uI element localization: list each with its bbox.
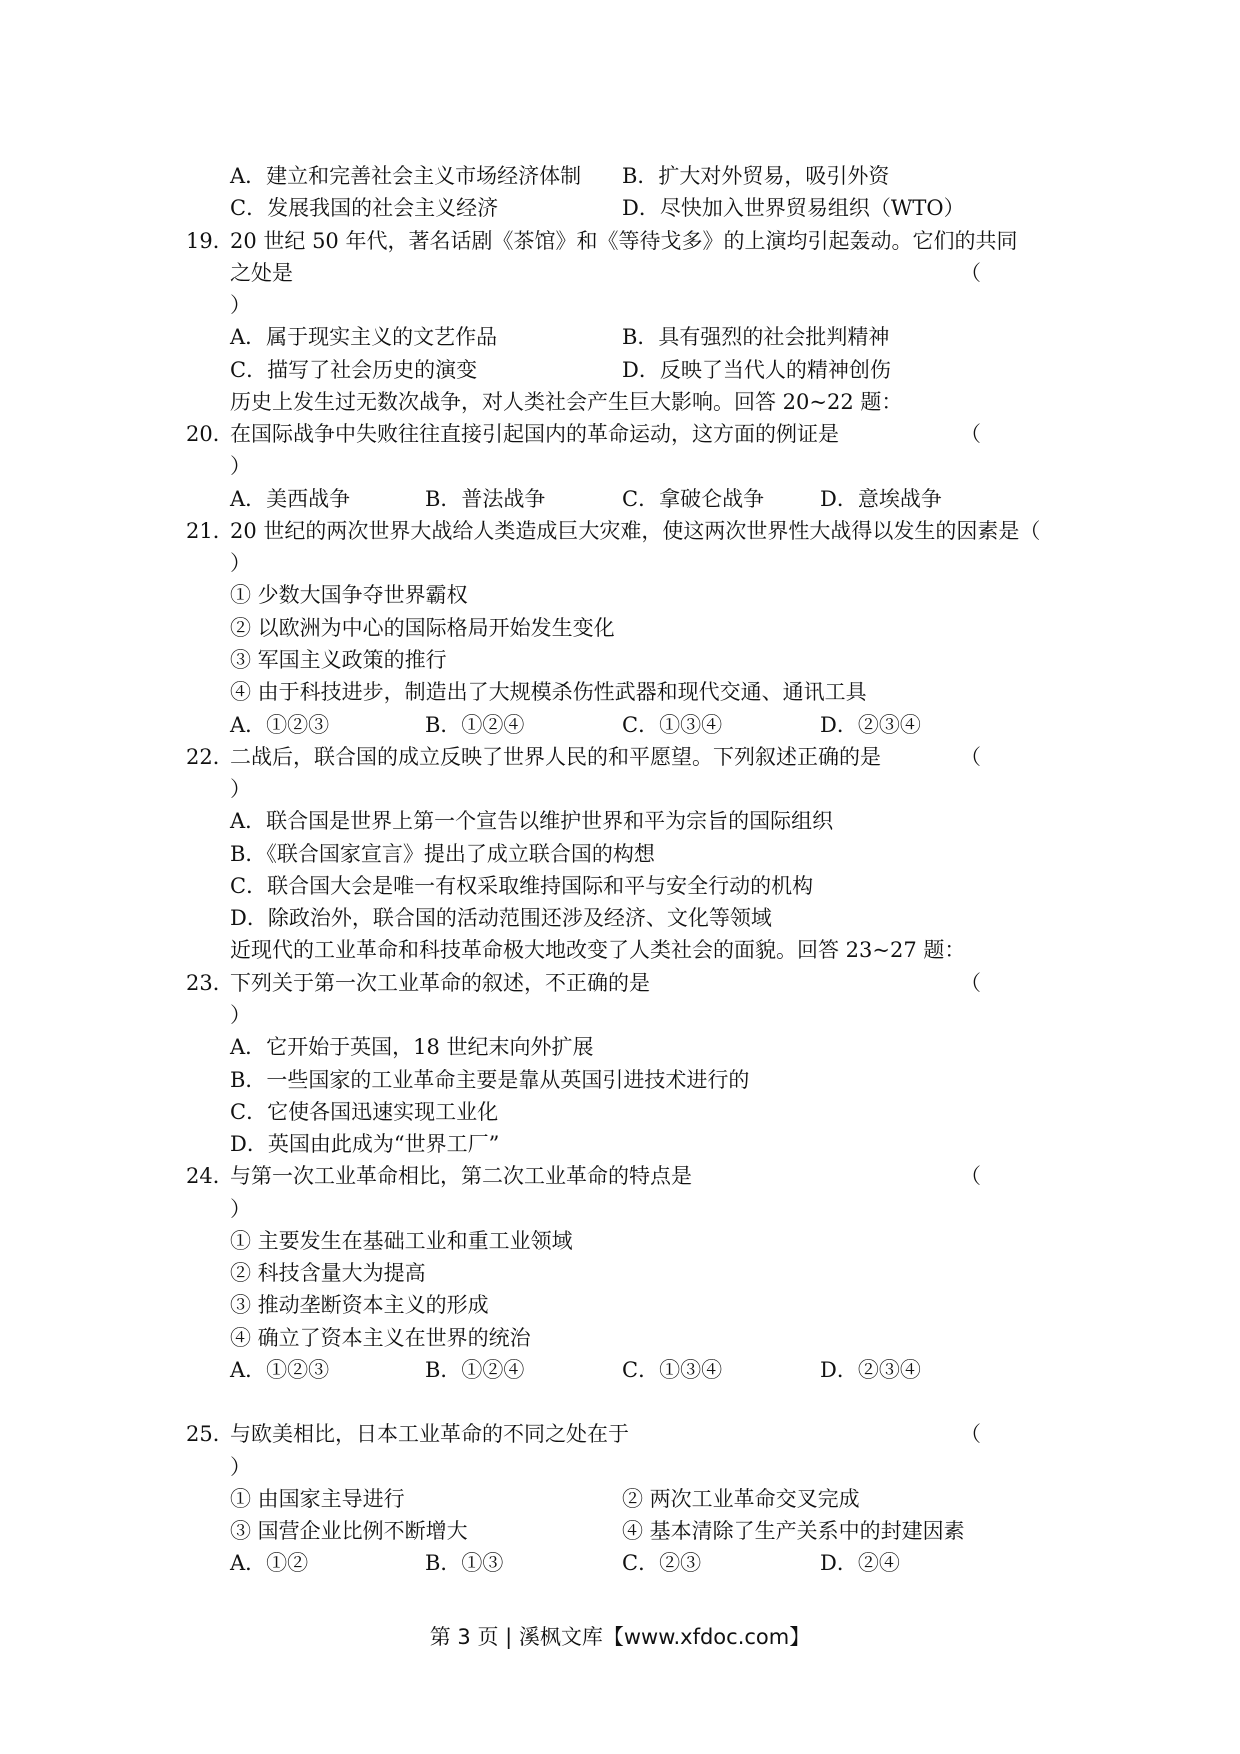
q20-option-b: B．普法战争	[425, 487, 546, 511]
q24-item-4: ④ 确立了资本主义在世界的统治	[230, 1326, 531, 1350]
q19-paren-close: ）	[230, 293, 251, 317]
q22-option-d: D．除政治外，联合国的活动范围还涉及经济、文化等领域	[230, 906, 772, 930]
q18-option-a: A．建立和完善社会主义市场经济体制	[230, 164, 582, 188]
q22-option-c: C．联合国大会是唯一有权采取维持国际和平与安全行动的机构	[230, 874, 814, 898]
q20-paren-close: ）	[230, 454, 251, 478]
page-footer: 第 3 页 | 溪枫文库【www.xfdoc.com】	[429, 1625, 811, 1649]
q24-item-1: ① 主要发生在基础工业和重工业领域	[230, 1229, 573, 1253]
q20-option-a: A．美西战争	[230, 487, 351, 511]
q25-item-3: ③ 国营企业比例不断增大	[230, 1519, 468, 1543]
q21-item-4: ④ 由于科技进步，制造出了大规模杀伤性武器和现代交通、通讯工具	[230, 680, 867, 704]
q19-text-line1: 20 世纪 50 年代，著名话剧《茶馆》和《等待戈多》的上演均引起轰动。它们的共同	[230, 229, 1018, 253]
q18-option-b: B．扩大对外贸易，吸引外资	[622, 164, 890, 188]
q19-text-line2: 之处是	[230, 261, 293, 285]
q24-option-a: A．①②③	[230, 1358, 330, 1382]
q24-option-c: C．①③④	[622, 1358, 723, 1382]
section-intro-20-22: 历史上发生过无数次战争，对人类社会产生巨大影响。回答 20~22 题：	[230, 390, 903, 414]
q19-number: 19．	[186, 229, 234, 253]
q20-paren-open: （	[960, 422, 981, 446]
q24-item-2: ② 科技含量大为提高	[230, 1261, 426, 1285]
q21-option-c: C．①③④	[622, 713, 723, 737]
q21-option-d: D．②③④	[820, 713, 921, 737]
q19-option-d: D．反映了当代人的精神创伤	[622, 358, 891, 382]
q21-option-a: A．①②③	[230, 713, 330, 737]
q20-option-c: C．拿破仑战争	[622, 487, 765, 511]
q25-item-1: ① 由国家主导进行	[230, 1487, 405, 1511]
q22-number: 22．	[186, 745, 234, 769]
q20-number: 20．	[186, 422, 234, 446]
q25-item-4: ④ 基本清除了生产关系中的封建因素	[622, 1519, 965, 1543]
q24-paren-open: （	[960, 1164, 981, 1188]
q21-item-2: ② 以欧洲为中心的国际格局开始发生变化	[230, 616, 615, 640]
q19-option-c: C．描写了社会历史的演变	[230, 358, 478, 382]
q21-item-3: ③ 军国主义政策的推行	[230, 648, 447, 672]
q23-option-a: A．它开始于英国，18 世纪末向外扩展	[230, 1035, 594, 1059]
section-intro-23-27: 近现代的工业革命和科技革命极大地改变了人类社会的面貌。回答 23~27 题：	[230, 938, 966, 962]
q21-paren-close: ）	[230, 551, 251, 575]
q20-option-d: D．意埃战争	[820, 487, 942, 511]
q25-number: 25．	[186, 1422, 234, 1446]
q19-paren-open: （	[960, 261, 981, 285]
q25-option-c: C．②③	[622, 1551, 702, 1575]
q22-option-b: B．《联合国家宣言》提出了成立联合国的构想	[230, 842, 655, 866]
q25-option-d: D．②④	[820, 1551, 900, 1575]
q25-paren-open: （	[960, 1422, 981, 1446]
q24-option-d: D．②③④	[820, 1358, 921, 1382]
q18-option-d: D．尽快加入世界贸易组织（WTO）	[622, 196, 965, 220]
q25-option-b: B．①③	[425, 1551, 504, 1575]
q23-text: 下列关于第一次工业革命的叙述，不正确的是	[230, 971, 650, 995]
q20-text: 在国际战争中失败往往直接引起国内的革命运动，这方面的例证是	[230, 422, 839, 446]
q24-option-b: B．①②④	[425, 1358, 525, 1382]
q23-paren-close: ）	[230, 1003, 251, 1027]
q25-option-a: A．①②	[230, 1551, 309, 1575]
q22-option-a: A．联合国是世界上第一个宣告以维护世界和平为宗旨的国际组织	[230, 809, 834, 833]
q22-text: 二战后，联合国的成立反映了世界人民的和平愿望。下列叙述正确的是	[230, 745, 881, 769]
q18-option-c: C．发展我国的社会主义经济	[230, 196, 499, 220]
q19-option-a: A．属于现实主义的文艺作品	[230, 325, 498, 349]
q24-text: 与第一次工业革命相比，第二次工业革命的特点是	[230, 1164, 692, 1188]
q23-option-c: C．它使各国迅速实现工业化	[230, 1100, 499, 1124]
q21-item-1: ① 少数大国争夺世界霸权	[230, 583, 468, 607]
q21-number: 21．	[186, 519, 234, 543]
q25-item-2: ② 两次工业革命交叉完成	[622, 1487, 860, 1511]
q25-paren-close: ）	[230, 1455, 251, 1479]
q25-text: 与欧美相比，日本工业革命的不同之处在于	[230, 1422, 629, 1446]
q22-paren-open: （	[960, 745, 981, 769]
q21-option-b: B．①②④	[425, 713, 525, 737]
q21-text: 20 世纪的两次世界大战给人类造成巨大灾难，使这两次世界性大战得以发生的因素是（	[230, 519, 1041, 543]
q19-option-b: B．具有强烈的社会批判精神	[622, 325, 890, 349]
q23-option-d: D．英国由此成为“世界工厂”	[230, 1132, 500, 1156]
q22-paren-close: ）	[230, 777, 251, 801]
q23-paren-open: （	[960, 971, 981, 995]
q24-number: 24．	[186, 1164, 234, 1188]
q23-option-b: B．一些国家的工业革命主要是靠从英国引进技术进行的	[230, 1068, 750, 1092]
q23-number: 23．	[186, 971, 234, 995]
q24-item-3: ③ 推动垄断资本主义的形成	[230, 1293, 489, 1317]
q24-paren-close: ）	[230, 1197, 251, 1221]
